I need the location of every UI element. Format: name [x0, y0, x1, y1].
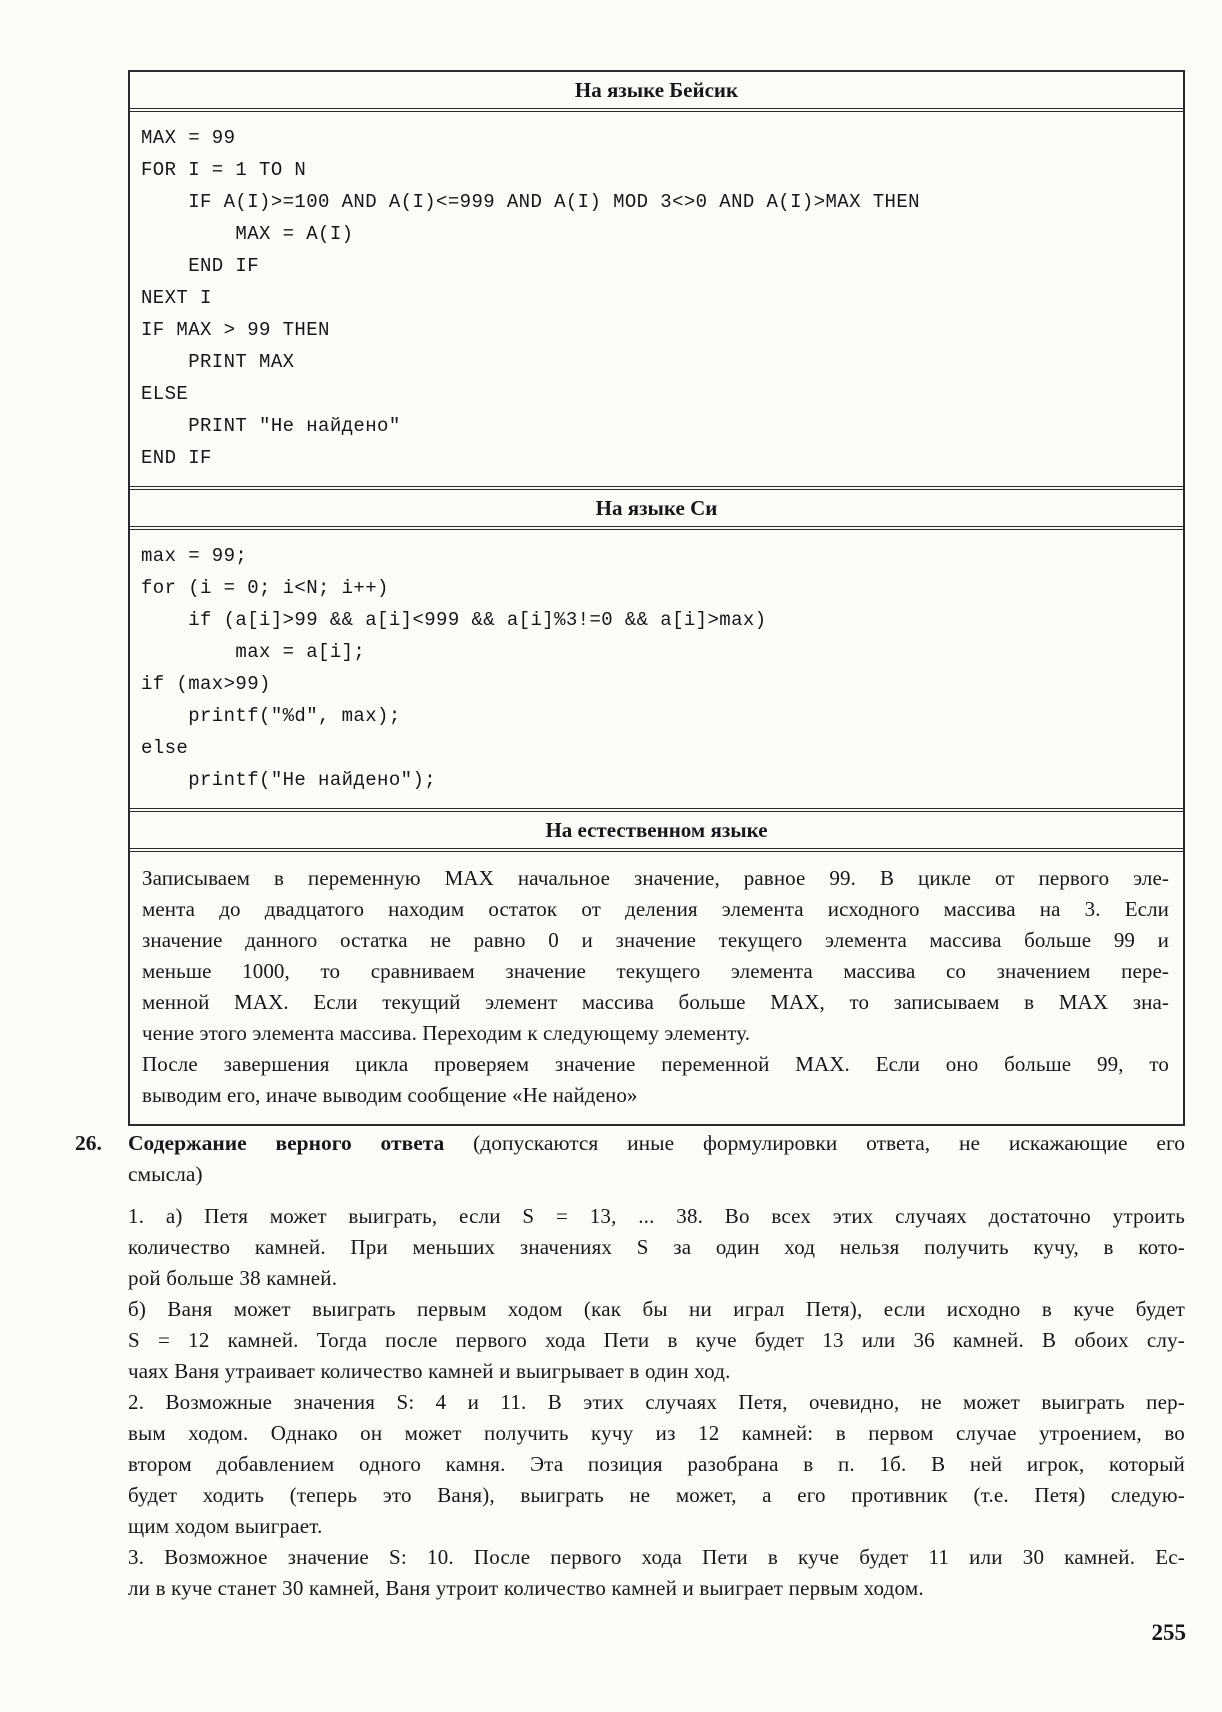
- answer-26-section: [75, 1128, 1185, 1604]
- code-line: if (max>99): [141, 673, 271, 695]
- text-line: Записываем в переменную MAX начальное значение, равное 99. В цикле от первого эле-: [142, 866, 1169, 890]
- body-line: втором добавлением одного камня. Эта позиция разобрана в п. 1б. В ней игрок, который: [128, 1452, 1185, 1476]
- code-line: PRINT MAX: [141, 351, 295, 373]
- code-line: END IF: [141, 255, 260, 277]
- page-number: 255: [1151, 1620, 1186, 1645]
- body-line: количество камней. При меньших значениях S за один ход нельзя получить кучу, в кото-: [128, 1235, 1185, 1259]
- text-line: значение данного остатка не равно 0 и значение текущего элемента массива больше 99 и: [142, 928, 1169, 952]
- code-line: IF MAX > 99 THEN: [141, 319, 330, 341]
- text-line: менной MAX. Если текущий элемент массива больше MAX, то записываем в MAX зна-: [142, 990, 1169, 1014]
- code-line: IF A(I)>=100 AND A(I)<=999 AND A(I) MOD 3<>0 AND A(I)>MAX THEN: [141, 191, 920, 213]
- code-line: MAX = A(I): [141, 223, 354, 245]
- code-line: if (a[i]>99 && a[i]<999 && a[i]%3!=0 && a[i]>max): [141, 609, 767, 631]
- body-line: щим ходом выиграет.: [128, 1514, 323, 1538]
- code-line: else: [141, 737, 189, 759]
- answer-title-bold: Содержание верного ответа: [128, 1131, 445, 1155]
- body-line: S = 12 камней. Тогда после первого хода Пети в куче будет 13 или 36 камней. В обоих слу-: [128, 1328, 1185, 1352]
- solution-table: [128, 70, 1185, 1126]
- text-line: мента до двадцатого находим остаток от деления элемента исходного массива на 3. Если: [142, 897, 1169, 921]
- table-header-c: На языке Си: [130, 486, 1183, 530]
- code-line: max = 99;: [141, 545, 248, 567]
- body-line: 1. а) Петя может выиграть, если S = 13, ... 38. Во всех этих случаях достаточно утроить: [128, 1204, 1185, 1228]
- text-line: После завершения цикла проверяем значение переменной MAX. Если оно больше 99, то: [142, 1052, 1169, 1076]
- basic-code-block: [130, 112, 1183, 486]
- text-line: выводим его, иначе выводим сообщение «Не найдено»: [142, 1083, 638, 1107]
- text-line: чение этого элемента массива. Переходим к следующему элементу.: [142, 1021, 751, 1045]
- item-number: 26.: [75, 1131, 102, 1155]
- body-line: рой больше 38 камней.: [128, 1266, 338, 1290]
- code-line: printf("%d", max);: [141, 705, 401, 727]
- table-header-natural: На естественном языке: [130, 808, 1183, 852]
- natural-language-block: [130, 852, 1183, 1124]
- code-line: printf("Не найдено");: [141, 769, 437, 791]
- code-line: FOR I = 1 TO N: [141, 159, 307, 181]
- body-line: 2. Возможные значения S: 4 и 11. В этих случаях Петя, очевидно, не может выиграть пер-: [128, 1390, 1185, 1414]
- c-code-block: [130, 530, 1183, 808]
- code-line: END IF: [141, 447, 212, 469]
- code-line: PRINT "Не найдено": [141, 415, 401, 437]
- answer-title-rest: (допускаются иные формулировки ответа, не искажающие его: [444, 1131, 1185, 1155]
- answer-heading: [75, 1128, 1185, 1190]
- answer-title-line: смысла): [128, 1162, 203, 1186]
- answer-title: [128, 1128, 1185, 1190]
- code-line: ELSE: [141, 383, 189, 405]
- body-line: б) Ваня может выиграть первым ходом (как бы ни играл Петя), если исходно в куче будет: [128, 1297, 1185, 1321]
- body-line: 3. Возможное значение S: 10. После первого хода Пети в куче будет 11 или 30 камней. Ес-: [128, 1545, 1185, 1569]
- table-header-basic: На языке Бейсик: [130, 72, 1183, 112]
- answer-title-line: [128, 1128, 1185, 1159]
- body-line: будет ходить (теперь это Ваня), выиграть не может, а его противник (т.е. Петя) следую-: [128, 1483, 1185, 1507]
- body-line: вым ходом. Однако он может получить кучу из 12 камней: в первом случае утроением, во: [128, 1421, 1185, 1445]
- answer-body: [128, 1201, 1185, 1604]
- code-line: NEXT I: [141, 287, 212, 309]
- text-line: меньше 1000, то сравниваем значение текущего элемента массива со значением пере-: [142, 959, 1169, 983]
- code-line: for (i = 0; i<N; i++): [141, 577, 389, 599]
- code-line: max = a[i];: [141, 641, 366, 663]
- body-line: чаях Ваня утраивает количество камней и выигрывает в один ход.: [128, 1359, 731, 1383]
- body-line: ли в куче станет 30 камней, Ваня утроит количество камней и выиграет первым ходом.: [128, 1576, 924, 1600]
- code-line: MAX = 99: [141, 127, 236, 149]
